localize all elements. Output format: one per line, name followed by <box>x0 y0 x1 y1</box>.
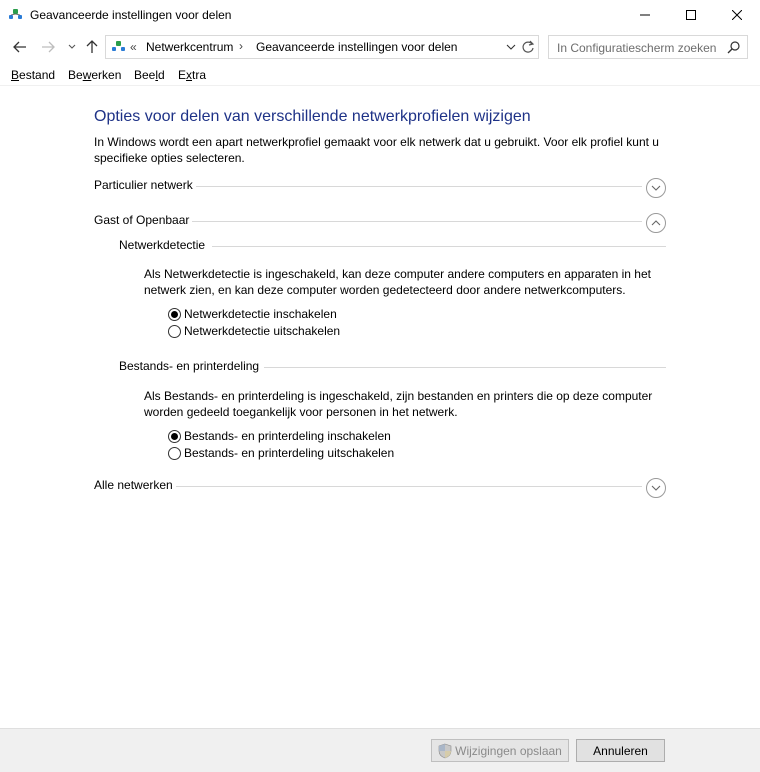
network-center-icon <box>111 40 127 57</box>
chevron-down-icon <box>651 185 661 191</box>
maximize-button[interactable] <box>668 0 714 30</box>
address-bar[interactable] <box>105 35 539 59</box>
address-dropdown-button[interactable] <box>506 40 516 57</box>
profile-guest-public-label: Gast of Openbaar <box>94 213 190 227</box>
radio-label[interactable]: Netwerkdetectie inschakelen <box>184 307 337 321</box>
network-discovery-description: Als Netwerkdetectie is ingeschakeld, kan deze computer andere computers en apparaten in het netwerk zien, en kan deze computer worden gedetecteerd door andere netwerkcomputers. <box>144 267 651 297</box>
divider <box>196 186 642 187</box>
radio-unselected-icon[interactable] <box>168 325 181 338</box>
breadcrumb-separator[interactable]: › <box>239 39 243 53</box>
cancel-label: Annuleren <box>593 743 648 758</box>
intro-text: In Windows wordt een apart netwerkprofiel gemaakt voor elk netwerk dat u gebruikt. Voor elk profiel kunt u specifieke opties selecteren. <box>94 135 659 165</box>
cancel-button[interactable] <box>576 739 665 762</box>
forward-button[interactable] <box>37 36 59 58</box>
breadcrumb-current[interactable]: Geavanceerde instellingen voor delen <box>256 40 458 54</box>
menu-bestand[interactable]: Bestand <box>11 68 56 82</box>
minimize-button[interactable] <box>622 0 668 30</box>
breadcrumb-overflow[interactable]: « <box>130 40 137 54</box>
radio-label[interactable]: Bestands- en printerdeling inschakelen <box>184 429 391 443</box>
network-discovery-header <box>119 238 666 254</box>
search-placeholder: In Configuratiescherm zoeken <box>557 41 717 55</box>
profile-all-networks[interactable] <box>94 478 666 498</box>
file-sharing-header <box>119 359 666 375</box>
window-title: Geavanceerde instellingen voor delen <box>30 8 232 22</box>
refresh-button[interactable] <box>521 39 535 58</box>
chevron-up-icon <box>651 220 661 226</box>
refresh-icon <box>521 39 535 55</box>
menu-beeld[interactable]: Beeld <box>134 68 165 82</box>
divider <box>192 221 642 222</box>
radio-selected-icon[interactable] <box>168 430 181 443</box>
main-content <box>0 86 760 728</box>
chevron-down-icon <box>506 40 516 54</box>
expand-private-button[interactable] <box>646 178 666 198</box>
file-sharing-description: Als Bestands- en printerdeling is ingeschakeld, zijn bestanden en printers die op deze computer worden gedeeld toegankelijk voor personen in het netwerk. <box>144 389 653 419</box>
file-sharing-label: Bestands- en printerdeling <box>119 359 260 373</box>
arrow-right-icon <box>41 41 55 53</box>
uac-shield-icon <box>438 743 452 759</box>
search-input[interactable] <box>548 35 748 59</box>
menu-bewerken[interactable]: Bewerken <box>68 68 122 82</box>
close-icon <box>732 10 742 20</box>
arrow-left-icon <box>13 41 27 53</box>
profile-guest-public[interactable] <box>94 213 666 233</box>
profile-private-label: Particulier netwerk <box>94 178 193 192</box>
network-center-icon <box>8 8 24 22</box>
footer-bar <box>0 728 760 772</box>
minimize-icon <box>640 10 650 20</box>
expand-all-networks-button[interactable] <box>646 478 666 498</box>
menu-bar <box>0 64 760 86</box>
arrow-up-icon <box>86 40 98 54</box>
profile-private[interactable] <box>94 178 666 198</box>
profile-all-networks-label: Alle netwerken <box>94 478 173 492</box>
radio-unselected-icon[interactable] <box>168 447 181 460</box>
page-title: Opties voor delen van verschillende netwerkprofielen wijzigen <box>94 108 531 125</box>
menu-extra[interactable]: Extra <box>178 68 207 82</box>
maximize-icon <box>686 10 696 20</box>
network-discovery-label: Netwerkdetectie <box>119 238 206 252</box>
recent-locations-button[interactable] <box>61 36 83 58</box>
save-label: Wijzigingen opslaan <box>455 743 562 758</box>
radio-file-sharing-off[interactable] <box>168 446 394 460</box>
radio-label[interactable]: Netwerkdetectie uitschakelen <box>184 324 341 338</box>
radio-label[interactable]: Bestands- en printerdeling uitschakelen <box>184 446 395 460</box>
save-changes-button[interactable] <box>431 739 569 762</box>
back-button[interactable] <box>9 36 31 58</box>
close-button[interactable] <box>714 0 760 30</box>
divider <box>176 486 642 487</box>
search-icon[interactable] <box>727 40 741 57</box>
title-bar <box>0 0 760 31</box>
collapse-guest-button[interactable] <box>646 213 666 233</box>
chevron-down-icon <box>651 485 661 491</box>
up-button[interactable] <box>81 36 103 58</box>
divider <box>264 367 666 368</box>
chevron-down-icon <box>68 44 76 50</box>
divider <box>212 246 666 247</box>
radio-selected-icon[interactable] <box>168 308 181 321</box>
breadcrumb-netwerkcentrum[interactable]: Netwerkcentrum <box>146 40 234 54</box>
radio-file-sharing-on[interactable] <box>168 429 391 443</box>
radio-network-discovery-off[interactable] <box>168 324 340 338</box>
radio-network-discovery-on[interactable] <box>168 307 337 321</box>
